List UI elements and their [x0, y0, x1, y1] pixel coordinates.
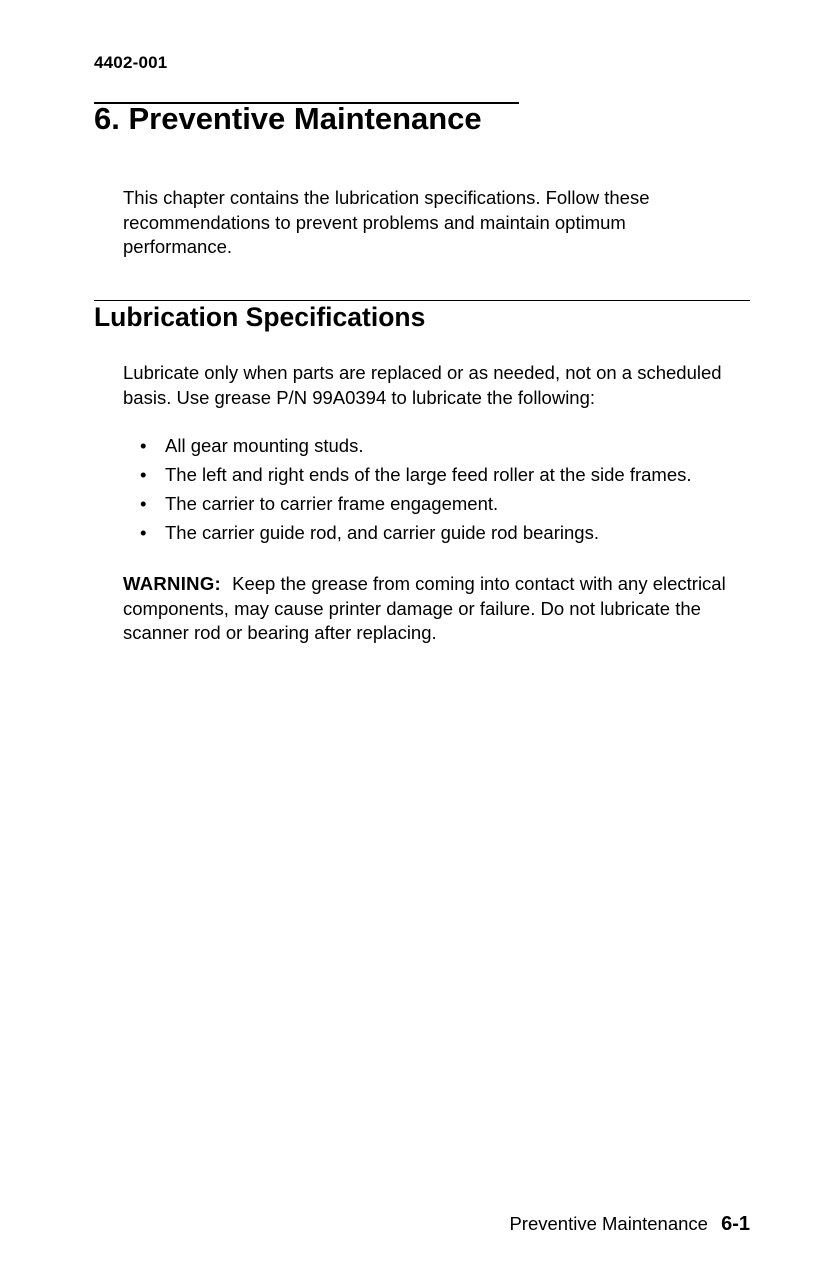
list-item-text: The carrier to carrier frame engagement.: [165, 493, 499, 514]
warning-paragraph: [123, 572, 753, 646]
bullet-icon: •: [140, 522, 147, 543]
lubrication-points-list: [123, 431, 763, 547]
list-item-text: All gear mounting studs.: [165, 435, 364, 456]
bullet-icon: •: [140, 435, 147, 456]
footer-section-name: Preventive Maintenance: [509, 1213, 708, 1234]
section-title-rule: [94, 300, 750, 301]
bullet-icon: •: [140, 464, 147, 485]
warning-text: Keep the grease from coming into contact with any electrical components, may cause printer damage or failure. Do not lubricate the scanner rod or bearing after replacing.: [123, 573, 726, 644]
section-title: Lubrication Specifications: [94, 302, 426, 332]
list-item-text: The carrier guide rod, and carrier guide rod bearings.: [165, 522, 599, 543]
lubrication-intro-paragraph: Lubricate only when parts are replaced or as needed, not on a scheduled basis. Use grease P/N 99A0394 to lubricate the following:: [123, 362, 722, 408]
document-number: 4402-001: [94, 53, 168, 72]
chapter-intro-paragraph: This chapter contains the lubrication specifications. Follow these recommendations to prevent problems and maintain optimum performance.: [123, 187, 650, 258]
bullet-icon: •: [140, 493, 147, 514]
footer-page-number: 6-1: [721, 1213, 750, 1235]
list-item: [123, 489, 763, 518]
list-item-text: The left and right ends of the large feed roller at the side frames.: [165, 464, 692, 485]
warning-label: WARNING:: [123, 573, 221, 594]
list-item: [123, 518, 763, 547]
page-footer: [509, 1213, 750, 1236]
list-item: [123, 431, 763, 460]
chapter-title: 6. Preventive Maintenance: [94, 101, 482, 136]
list-item: [123, 460, 763, 489]
